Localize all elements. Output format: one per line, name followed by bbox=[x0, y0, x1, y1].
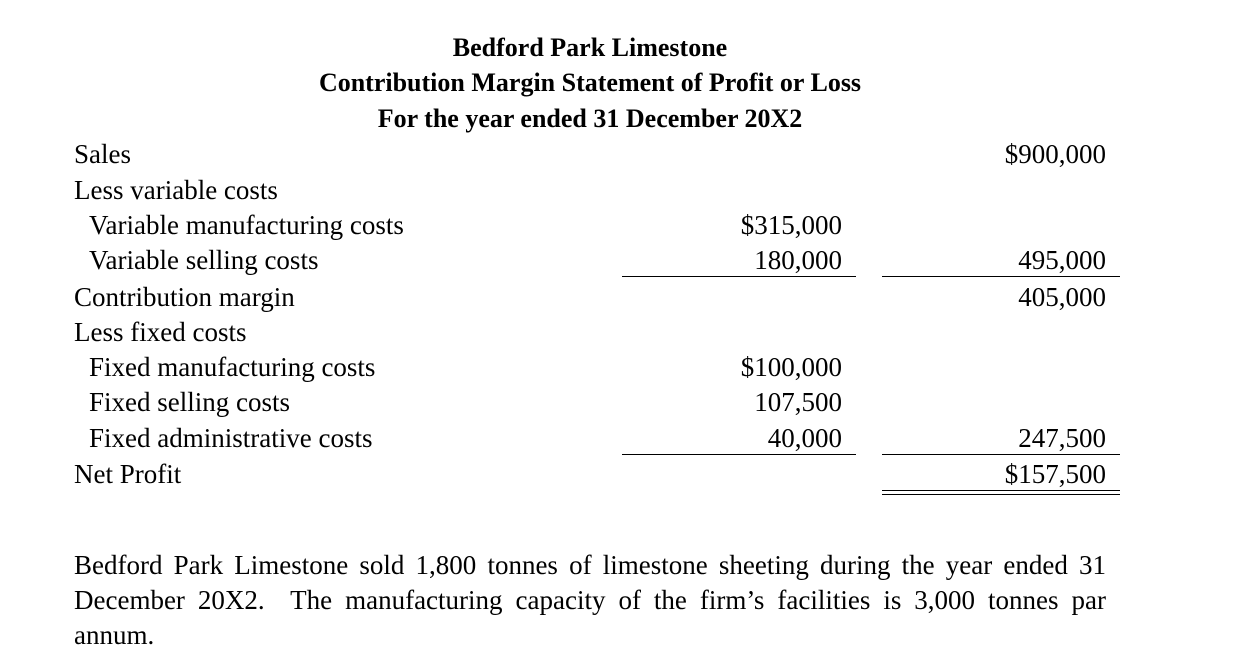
variable-manufacturing-amount: $315,000 bbox=[740, 210, 842, 240]
variable-costs-total: 495,000 bbox=[1018, 245, 1106, 275]
fixed-administrative-label: Fixed administrative costs bbox=[89, 423, 373, 453]
net-profit-total: $157,500 bbox=[1004, 459, 1106, 489]
variable-costs-total-rule bbox=[882, 276, 1120, 277]
statement-title: Contribution Margin Statement of Profit or Loss bbox=[318, 68, 862, 97]
net-profit-double-rule-top bbox=[882, 490, 1120, 491]
fixed-manufacturing-amount: $100,000 bbox=[740, 352, 842, 382]
capacity-note-paragraph: Bedford Park Limestone sold 1,800 tonnes of limestone sheeting during the year ended 31 December 20X2. The manufacturing capacity of the firm’s facilities is 3,000 tonnes par annum. bbox=[74, 550, 1106, 650]
fixed-administrative-amount: 40,000 bbox=[767, 423, 842, 453]
contribution-margin-total: 405,000 bbox=[1018, 282, 1106, 312]
net-profit-double-rule-bottom bbox=[882, 494, 1120, 495]
fixed-manufacturing-label: Fixed manufacturing costs bbox=[89, 352, 376, 382]
variable-costs-subtotal-rule bbox=[622, 276, 856, 277]
net-profit-label: Net Profit bbox=[74, 459, 182, 489]
fixed-selling-amount: 107,500 bbox=[754, 387, 842, 417]
contribution-margin-label: Contribution margin bbox=[74, 282, 295, 312]
statement-period: For the year ended 31 December 20X2 bbox=[377, 104, 803, 133]
fixed-costs-total-rule bbox=[882, 454, 1120, 455]
sales-label: Sales bbox=[74, 139, 131, 169]
sales-total: $900,000 bbox=[1004, 139, 1106, 169]
fixed-costs-subtotal-rule bbox=[622, 454, 856, 455]
less-variable-costs-label: Less variable costs bbox=[74, 175, 278, 205]
less-fixed-costs-label: Less fixed costs bbox=[74, 317, 247, 347]
variable-manufacturing-label: Variable manufacturing costs bbox=[89, 210, 404, 240]
fixed-costs-total: 247,500 bbox=[1018, 423, 1106, 453]
fixed-selling-label: Fixed selling costs bbox=[89, 387, 290, 417]
variable-selling-label: Variable selling costs bbox=[89, 245, 319, 275]
variable-selling-amount: 180,000 bbox=[754, 245, 842, 275]
company-name: Bedford Park Limestone bbox=[452, 33, 728, 62]
